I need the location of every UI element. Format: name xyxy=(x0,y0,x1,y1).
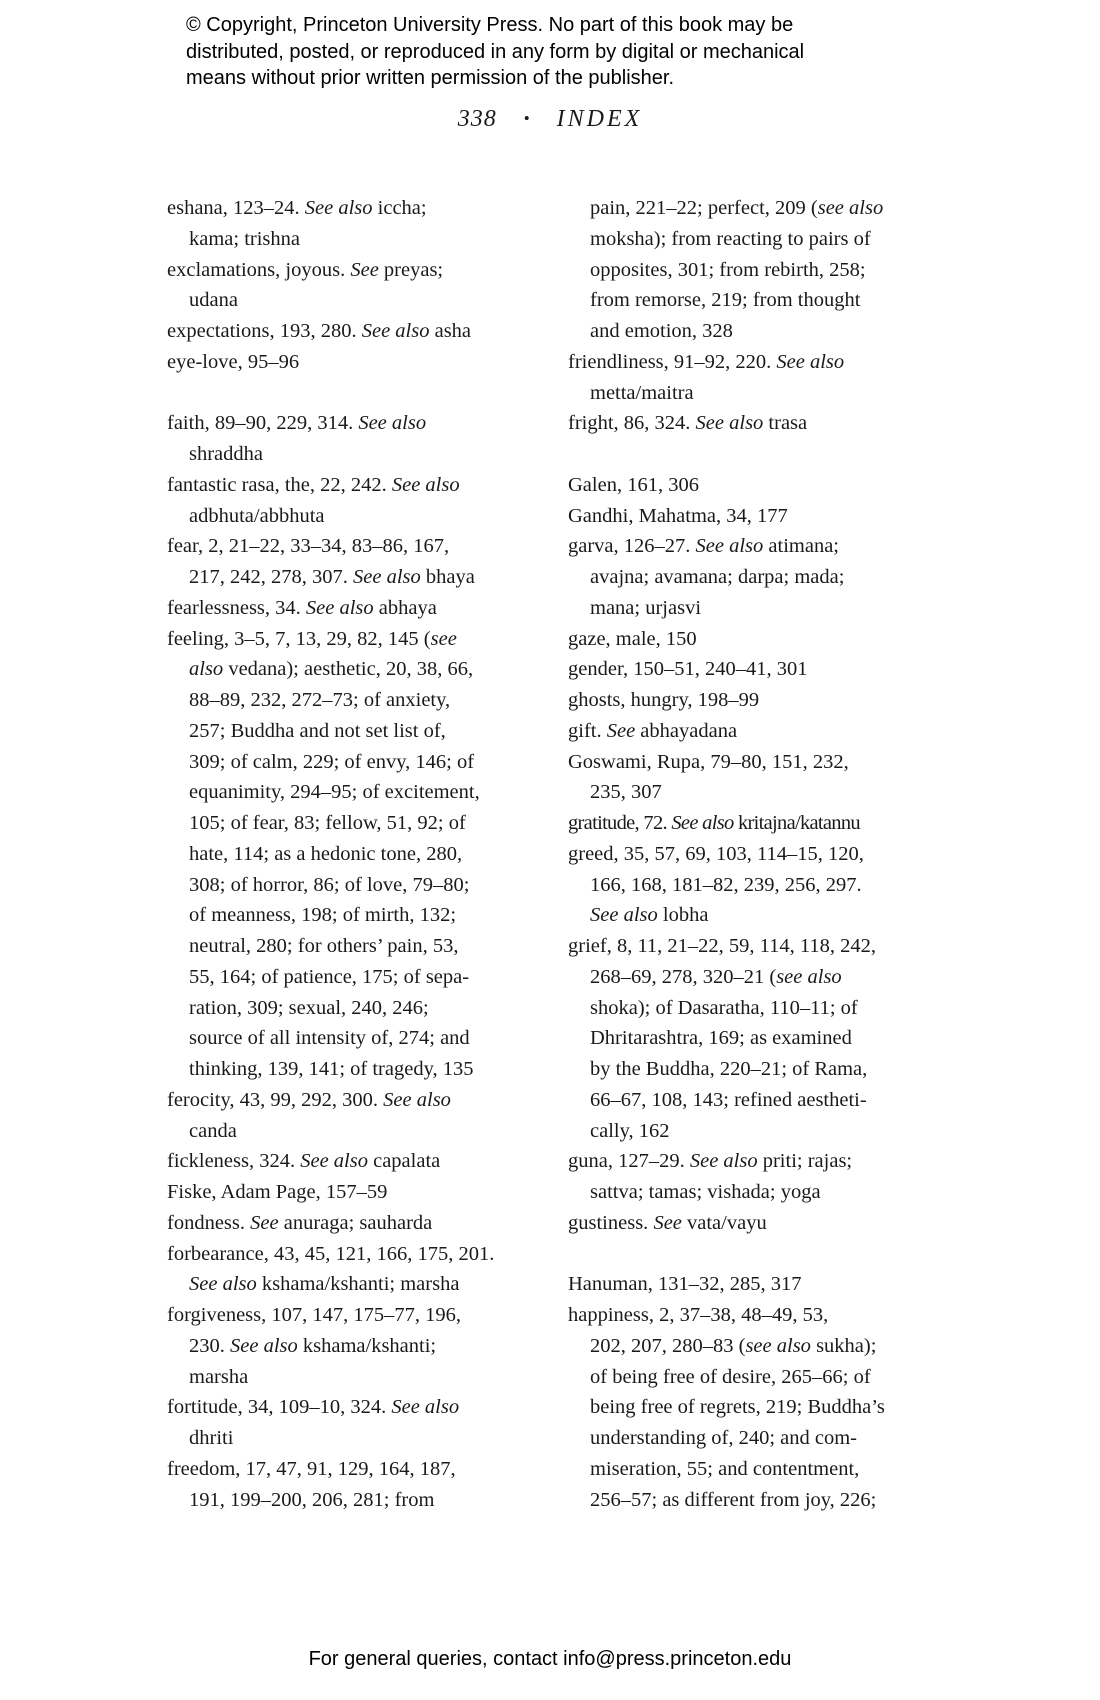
index-line: being free of regrets, 219; Buddha’s xyxy=(590,1396,885,1419)
index-line: of meanness, 198; of mirth, 132; xyxy=(189,904,457,927)
index-line: gender, 150–51, 240–41, 301 xyxy=(568,658,808,681)
index-line: shoka); of Dasaratha, 110–11; of xyxy=(590,996,858,1019)
section-title: INDEX xyxy=(556,106,643,132)
index-line: moksha); from reacting to pairs of xyxy=(590,227,871,250)
index-line: Gandhi, Mahatma, 34, 177 xyxy=(568,504,788,527)
index-line: 308; of horror, 86; of love, 79–80; xyxy=(189,873,470,896)
index-line: 202, 207, 280–83 (see also sukha); xyxy=(590,1334,877,1357)
index-line: 166, 168, 181–82, 239, 256, 297. xyxy=(590,873,862,896)
index-line: expectations, 193, 280. See also asha xyxy=(167,320,472,342)
index-line: Galen, 161, 306 xyxy=(568,473,699,496)
index-line: 55, 164; of patience, 175; of sepa- xyxy=(189,965,470,988)
index-line: friendliness, 91–92, 220. See also xyxy=(568,350,845,373)
index-line: 88–89, 232, 272–73; of anxiety, xyxy=(189,689,451,711)
index-line: udana xyxy=(189,289,238,312)
index-line: kama; trishna xyxy=(189,227,301,250)
running-head xyxy=(0,106,1100,133)
index-line: guna, 127–29. See also priti; rajas; xyxy=(568,1150,853,1173)
index-line: eye-love, 95–96 xyxy=(167,350,300,373)
index-line: exclamations, joyous. See preyas; xyxy=(167,258,444,281)
copyright-line: means without prior written permission of the publisher. xyxy=(186,67,675,89)
index-line: mana; urjasvi xyxy=(590,596,702,619)
index-line: ferocity, 43, 99, 292, 300. See also xyxy=(167,1088,451,1111)
index-line: adbhuta/abbhuta xyxy=(189,504,325,527)
index-line: 235, 307 xyxy=(590,781,662,804)
index-line: thinking, 139, 141; of tragedy, 135 xyxy=(189,1058,474,1080)
index-line: fickleness, 324. See also capalata xyxy=(167,1150,441,1173)
index-line: 105; of fear, 83; fellow, 51, 92; of xyxy=(189,812,466,834)
index-line: 256–57; as different from joy, 226; xyxy=(590,1488,877,1511)
index-line: pain, 221–22; perfect, 209 (see also xyxy=(590,197,884,219)
index-line: from remorse, 219; from thought xyxy=(590,289,861,312)
page-number: 338 xyxy=(457,106,497,132)
index-line: neutral, 280; for others’ pain, 53, xyxy=(189,935,459,957)
copyright-notice xyxy=(186,12,804,92)
index-line: fright, 86, 324. See also trasa xyxy=(568,412,808,435)
index-line: miseration, 55; and contentment, xyxy=(590,1457,860,1480)
index-line: 230. See also kshama/kshanti; xyxy=(189,1334,437,1357)
index-line: gift. See abhayadana xyxy=(568,719,738,742)
copyright-line: © Copyright, Princeton University Press. No part of this book may be xyxy=(186,14,794,36)
right-column xyxy=(568,193,933,1515)
index-line: 257; Buddha and not set list of, xyxy=(189,719,446,742)
index-line: Goswami, Rupa, 79–80, 151, 232, xyxy=(568,750,849,773)
index-line: gratitude, 72. See also kritajna/katannu xyxy=(568,812,860,834)
index-line: equanimity, 294–95; of excitement, xyxy=(189,781,480,804)
index-line: by the Buddha, 220–21; of Rama, xyxy=(590,1058,868,1080)
index-line: fear, 2, 21–22, 33–34, 83–86, 167, xyxy=(167,535,450,558)
index-line: forbearance, 43, 45, 121, 166, 175, 201. xyxy=(167,1242,495,1265)
index-line: ghosts, hungry, 198–99 xyxy=(568,689,760,711)
left-column xyxy=(167,193,523,1515)
bullet-separator-icon: • xyxy=(523,109,530,128)
index-line: of being free of desire, 265–66; of xyxy=(590,1365,871,1388)
index-line: grief, 8, 11, 21–22, 59, 114, 118, 242, xyxy=(568,935,877,957)
index-line: 66–67, 108, 143; refined aestheti- xyxy=(590,1088,867,1111)
index-line-spacer xyxy=(167,378,523,409)
index-line: shraddha xyxy=(189,443,264,465)
index-line: marsha xyxy=(189,1365,249,1388)
index-line: feeling, 3–5, 7, 13, 29, 82, 145 (see xyxy=(167,627,457,650)
index-line: dhriti xyxy=(189,1427,234,1449)
index-line: metta/maitra xyxy=(590,381,694,404)
index-line: fortitude, 34, 109–10, 324. See also xyxy=(167,1396,460,1419)
index-line: fondness. See anuraga; sauharda xyxy=(167,1211,433,1234)
index-line: and emotion, 328 xyxy=(590,320,733,342)
index-line: forgiveness, 107, 147, 175–77, 196, xyxy=(167,1304,462,1326)
index-line: Dhritarashtra, 169; as examined xyxy=(590,1027,852,1050)
index-line: gustiness. See vata/vayu xyxy=(568,1211,767,1234)
index-line: garva, 126–27. See also atimana; xyxy=(568,535,839,558)
index-line: 217, 242, 278, 307. See also bhaya xyxy=(189,566,475,588)
index-line: happiness, 2, 37–38, 48–49, 53, xyxy=(568,1304,829,1326)
index-line: fantastic rasa, the, 22, 242. See also xyxy=(167,473,460,496)
footer-contact-text: For general queries, contact info@press.princeton.edu xyxy=(308,1648,792,1670)
index-line: canda xyxy=(189,1119,237,1142)
index-line: See also kshama/kshanti; marsha xyxy=(189,1273,460,1296)
index-line: faith, 89–90, 229, 314. See also xyxy=(167,412,427,435)
index-line: greed, 35, 57, 69, 103, 114–15, 120, xyxy=(568,842,864,865)
index-line: Hanuman, 131–32, 285, 317 xyxy=(568,1273,802,1296)
index-line: cally, 162 xyxy=(590,1119,670,1142)
index-line-spacer xyxy=(568,439,933,470)
index-line: ration, 309; sexual, 240, 246; xyxy=(189,996,429,1019)
index-line: 191, 199–200, 206, 281; from xyxy=(189,1488,435,1511)
index-line: hate, 114; as a hedonic tone, 280, xyxy=(189,842,463,865)
index-line: eshana, 123–24. See also iccha; xyxy=(167,197,427,219)
index-line: 268–69, 278, 320–21 (see also xyxy=(590,965,842,988)
index-line: Fiske, Adam Page, 157–59 xyxy=(167,1181,388,1203)
index-line: also vedana); aesthetic, 20, 38, 66, xyxy=(189,658,474,681)
index-line: avajna; avamana; darpa; mada; xyxy=(590,566,845,588)
index-line: source of all intensity of, 274; and xyxy=(189,1027,470,1050)
index-line: See also lobha xyxy=(590,904,709,927)
index-line: sattva; tamas; vishada; yoga xyxy=(590,1181,821,1203)
index-line: understanding of, 240; and com- xyxy=(590,1427,858,1449)
index-line: gaze, male, 150 xyxy=(568,627,697,650)
copyright-line: distributed, posted, or reproduced in any form by digital or mechanical xyxy=(186,40,805,63)
index-line: opposites, 301; from rebirth, 258; xyxy=(590,258,866,281)
index-line: 309; of calm, 229; of envy, 146; of xyxy=(189,750,475,773)
index-line-spacer xyxy=(568,1239,933,1270)
index-line: freedom, 17, 47, 91, 129, 164, 187, xyxy=(167,1457,456,1480)
index-line: fearlessness, 34. See also abhaya xyxy=(167,596,437,619)
